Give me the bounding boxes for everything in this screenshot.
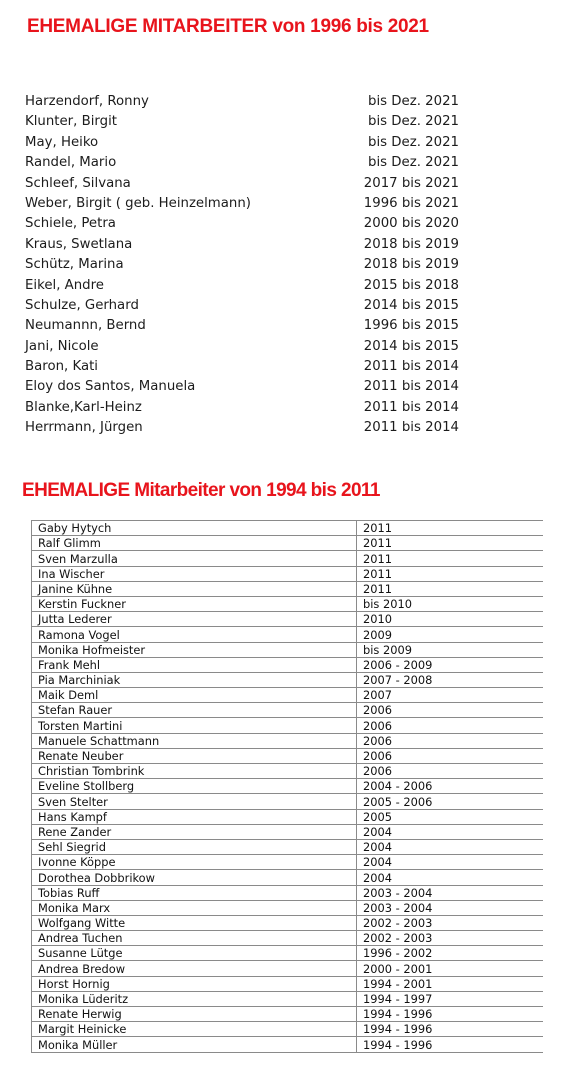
employee-name: Harzendorf, Ronny: [25, 94, 149, 109]
employment-period-cell: 2011: [357, 551, 544, 566]
employee-name: Kraus, Swetlana: [25, 236, 133, 252]
table-row: [32, 794, 544, 809]
employee-name: Eloy dos Santos, Manuela: [25, 379, 196, 395]
employment-period-cell: bis 2010: [357, 596, 544, 611]
employee-name: Schiele, Petra: [25, 216, 116, 232]
employment-period-cell: 2011: [357, 581, 544, 596]
employment-period-cell: 2007: [357, 688, 544, 703]
employment-period-cell: 1994 - 1996: [357, 1022, 544, 1037]
employee-name-cell: Renate Herwig: [32, 1007, 357, 1022]
employment-period: bis Dez. 2021: [368, 114, 459, 130]
employee-name-cell: Margit Heinicke: [32, 1022, 357, 1037]
employee-name-cell: Monika Müller: [32, 1037, 357, 1052]
table-row: [32, 1022, 544, 1037]
table-row: [32, 627, 544, 642]
list-item: [25, 133, 465, 153]
employment-period-cell: 2010: [357, 612, 544, 627]
employment-period-cell: 2000 - 2001: [357, 961, 544, 976]
table-row: [32, 536, 544, 551]
employment-period-cell: 2002 - 2003: [357, 915, 544, 930]
employment-period-cell: 2004: [357, 824, 544, 839]
list-item: [25, 337, 465, 357]
employee-name: Klunter, Birgit: [25, 114, 117, 130]
employee-name-cell: Stefan Rauer: [32, 703, 357, 718]
employee-name: Jani, Nicole: [25, 338, 99, 354]
table-row: [32, 1037, 544, 1052]
table-row: [32, 824, 544, 839]
employment-period-cell: 2011: [357, 536, 544, 551]
list-item: [25, 235, 465, 255]
employment-period: 2018 bis 2019: [363, 236, 459, 252]
employment-period-cell: 1994 - 1996: [357, 1007, 544, 1022]
employee-name-cell: Wolfgang Witte: [32, 915, 357, 930]
employee-name-cell: Torsten Martini: [32, 718, 357, 733]
employment-period-cell: 1996 - 2002: [357, 946, 544, 961]
table-row: [32, 885, 544, 900]
employee-name-cell: Pia Marchiniak: [32, 672, 357, 687]
table-row: [32, 855, 544, 870]
employment-period: bis Dez. 2021: [368, 155, 459, 171]
table-row: [32, 900, 544, 915]
table-row: [32, 991, 544, 1006]
table-row: [32, 551, 544, 566]
employee-name-cell: Janine Kühne: [32, 581, 357, 596]
employee-name-cell: Frank Mehl: [32, 657, 357, 672]
table-row: [32, 596, 544, 611]
former-staff-table-1994-2011: [31, 520, 543, 1053]
list-item: [25, 398, 465, 418]
list-item: [25, 214, 465, 234]
employee-name: May, Heiko: [25, 134, 99, 150]
table-row: [32, 779, 544, 794]
employee-name-cell: Ina Wischer: [32, 566, 357, 581]
employee-name-cell: Monika Lüderitz: [32, 991, 357, 1006]
employment-period: 2011 bis 2014: [363, 359, 459, 375]
employment-period-cell: 1994 - 1996: [357, 1037, 544, 1052]
employee-name-cell: Ivonne Köppe: [32, 855, 357, 870]
employment-period: 2014 bis 2015: [363, 338, 459, 354]
employment-period: 2000 bis 2020: [363, 216, 459, 232]
employment-period-cell: 2011: [357, 521, 544, 536]
table-row: [32, 870, 544, 885]
employee-name-cell: Jutta Lederer: [32, 612, 357, 627]
table-row: [32, 961, 544, 976]
list-item: [25, 153, 465, 173]
employee-name-cell: Susanne Lütge: [32, 946, 357, 961]
table-row: [32, 748, 544, 763]
employee-name: Schütz, Marina: [25, 257, 124, 273]
list-item: [25, 112, 465, 132]
table-row: [32, 764, 544, 779]
employee-name-cell: Tobias Ruff: [32, 885, 357, 900]
employment-period-cell: 2004: [357, 855, 544, 870]
table-row: [32, 733, 544, 748]
table-row: [32, 839, 544, 854]
employment-period-cell: 2003 - 2004: [357, 900, 544, 915]
table-row: [32, 566, 544, 581]
table-row: [32, 915, 544, 930]
employee-name-cell: Sehl Siegrid: [32, 839, 357, 854]
section-title-1994-2011: EHEMALIGE Mitarbeiter von 1994 bis 2011: [22, 480, 380, 501]
employee-name: Blanke,Karl-Heinz: [25, 399, 142, 415]
table-row: [32, 642, 544, 657]
employment-period: 2018 bis 2019: [363, 257, 459, 273]
employee-name-cell: Sven Stelter: [32, 794, 357, 809]
employment-period: 2015 bis 2018: [363, 277, 459, 293]
list-item: [25, 296, 465, 316]
employment-period: 2017 bis 2021: [363, 175, 459, 191]
employee-name-cell: Rene Zander: [32, 824, 357, 839]
employment-period-cell: 2005: [357, 809, 544, 824]
employment-period: bis Dez. 2021: [368, 94, 459, 109]
employee-name-cell: Dorothea Dobbrikow: [32, 870, 357, 885]
employment-period: bis Dez. 2021: [368, 134, 459, 150]
employee-name-cell: Manuele Schattmann: [32, 733, 357, 748]
employment-period-cell: 2005 - 2006: [357, 794, 544, 809]
employment-period-cell: 2006: [357, 764, 544, 779]
employee-name: Herrmann, Jürgen: [25, 420, 143, 436]
table-row: [32, 672, 544, 687]
table-row: [32, 976, 544, 991]
employee-name: Eikel, Andre: [25, 277, 104, 293]
table-row: [32, 809, 544, 824]
employee-name-cell: Christian Tombrink: [32, 764, 357, 779]
list-item: [25, 174, 465, 194]
employee-name-cell: Horst Hornig: [32, 976, 357, 991]
employment-period: 1996 bis 2015: [363, 318, 459, 334]
section-title-1996-2021: EHEMALIGE MITARBEITER von 1996 bis 2021: [27, 16, 429, 37]
employment-period-cell: 2004: [357, 839, 544, 854]
employment-period-cell: 2006 - 2009: [357, 657, 544, 672]
employment-period-cell: bis 2009: [357, 642, 544, 657]
employee-name: Schulze, Gerhard: [25, 297, 139, 313]
list-item: [25, 418, 465, 438]
list-item: [25, 276, 465, 296]
employee-name-cell: Ralf Glimm: [32, 536, 357, 551]
employment-period: 2014 bis 2015: [363, 297, 459, 313]
employment-period-cell: 2006: [357, 703, 544, 718]
employment-period-cell: 2002 - 2003: [357, 931, 544, 946]
table-row: [32, 688, 544, 703]
employee-name: Schleef, Silvana: [25, 175, 131, 191]
employee-name: Neumannn, Bernd: [25, 318, 146, 334]
table-row: [32, 581, 544, 596]
list-item: [25, 316, 465, 336]
employee-name-cell: Andrea Bredow: [32, 961, 357, 976]
list-item: [25, 194, 465, 214]
former-staff-list-1996-2021: [25, 92, 465, 439]
employee-name-cell: Hans Kampf: [32, 809, 357, 824]
employment-period: 2011 bis 2014: [363, 399, 459, 415]
employment-period: 1996 bis 2021: [363, 195, 459, 211]
employee-name: Baron, Kati: [25, 359, 99, 375]
employee-name-cell: Ramona Vogel: [32, 627, 357, 642]
employee-name-cell: Eveline Stollberg: [32, 779, 357, 794]
employee-name: Randel, Mario: [25, 155, 117, 171]
employment-period-cell: 2011: [357, 566, 544, 581]
employee-name-cell: Maik Deml: [32, 688, 357, 703]
employment-period-cell: 1994 - 1997: [357, 991, 544, 1006]
employment-period-cell: 2006: [357, 733, 544, 748]
employment-period-cell: 2007 - 2008: [357, 672, 544, 687]
employee-name-cell: Gaby Hytych: [32, 521, 357, 536]
employee-name-cell: Monika Marx: [32, 900, 357, 915]
list-item: [25, 357, 465, 377]
employment-period-cell: 2004 - 2006: [357, 779, 544, 794]
list-item: [25, 92, 465, 112]
table-row: [32, 718, 544, 733]
employee-name: Weber, Birgit ( geb. Heinzelmann): [25, 195, 251, 211]
employee-name-cell: Kerstin Fuckner: [32, 596, 357, 611]
employment-period-cell: 2004: [357, 870, 544, 885]
employment-period-cell: 2009: [357, 627, 544, 642]
employment-period: 2011 bis 2014: [363, 379, 459, 395]
table-row: [32, 931, 544, 946]
employment-period-cell: 2006: [357, 748, 544, 763]
employee-name-cell: Andrea Tuchen: [32, 931, 357, 946]
list-item: [25, 377, 465, 397]
employment-period-cell: 2003 - 2004: [357, 885, 544, 900]
employment-period-cell: 1994 - 2001: [357, 976, 544, 991]
employee-name-cell: Renate Neuber: [32, 748, 357, 763]
employment-period: 2011 bis 2014: [363, 420, 459, 436]
employee-name-cell: Monika Hofmeister: [32, 642, 357, 657]
employment-period-cell: 2006: [357, 718, 544, 733]
list-item: [25, 255, 465, 275]
table-row: [32, 521, 544, 536]
table-row: [32, 1007, 544, 1022]
employee-name-cell: Sven Marzulla: [32, 551, 357, 566]
table-row: [32, 612, 544, 627]
table-row: [32, 657, 544, 672]
table-row: [32, 946, 544, 961]
table-row: [32, 703, 544, 718]
